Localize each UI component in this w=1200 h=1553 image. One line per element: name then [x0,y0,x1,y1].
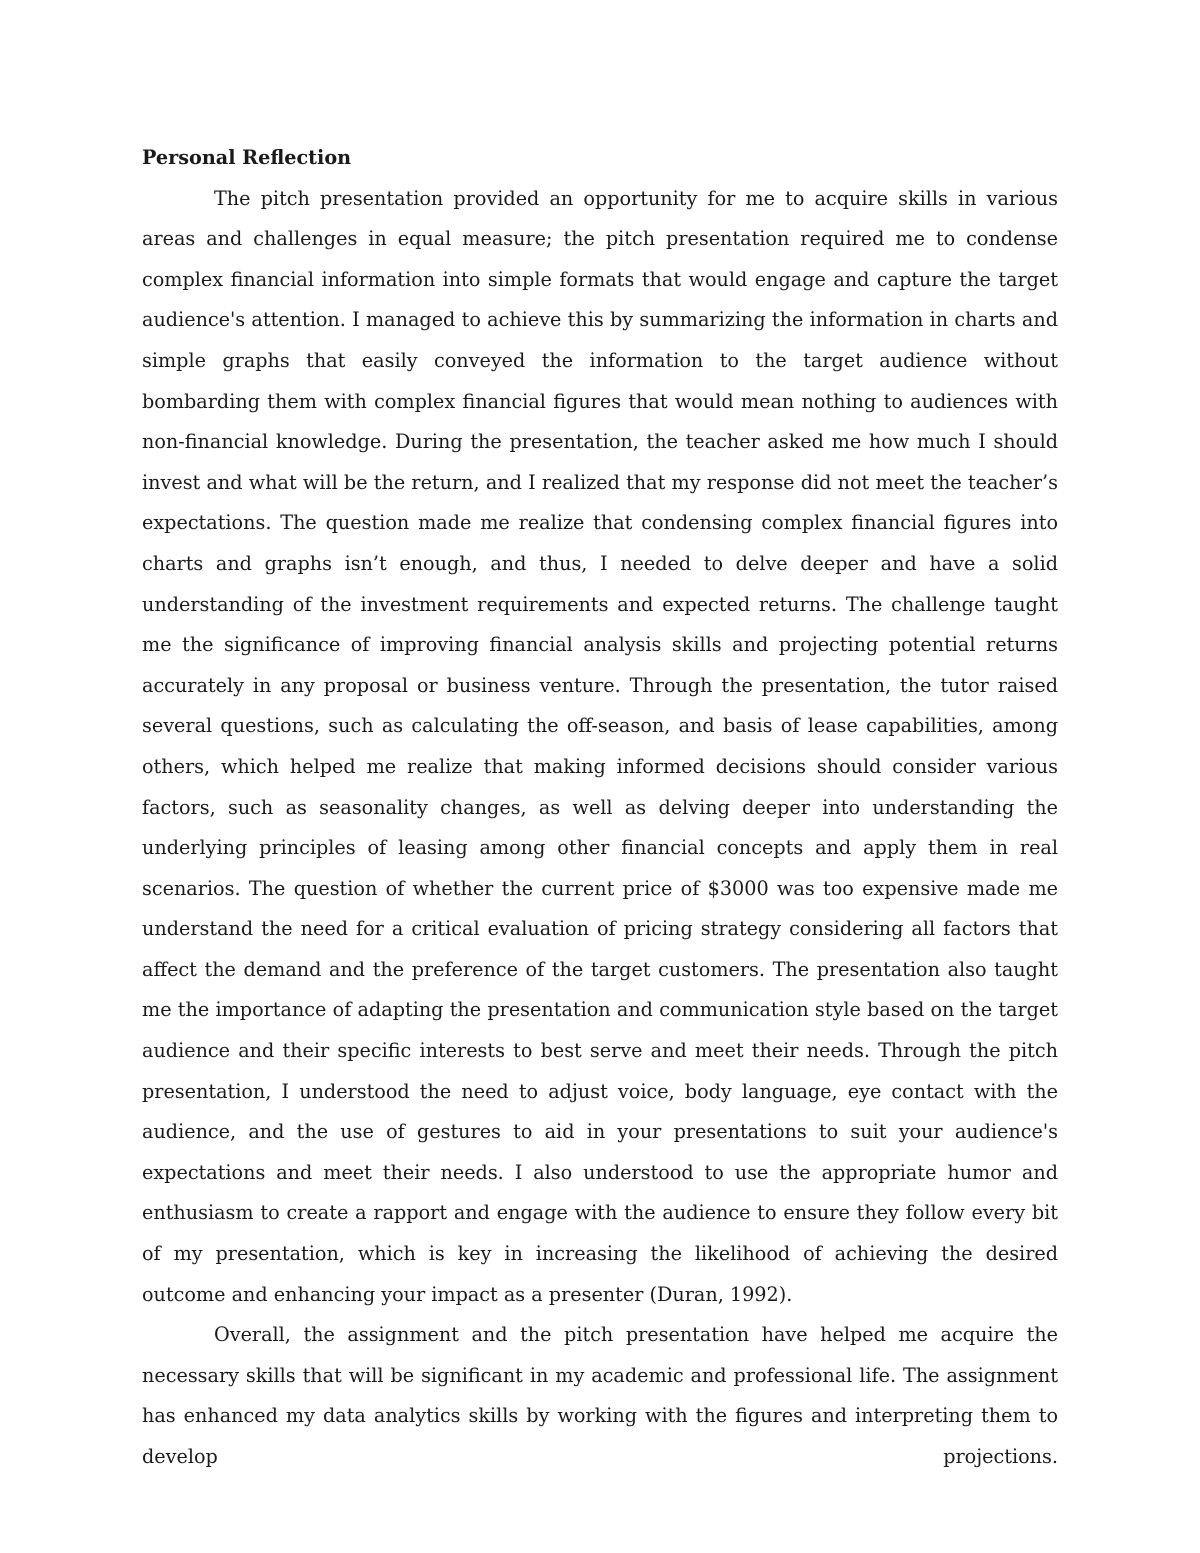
reflection-paragraph-1: The pitch presentation provided an opportunity for me to acquire skills in various areas and challenges in equal measure; the pitch presentation required me to condense complex financial information into simple formats that would engage and capture the target audience's attention. I managed to achieve this by summarizing the information in charts and simple graphs that easily conveyed the information to the target audience without bombarding them with complex financial figures that would mean nothing to audiences with non-financial knowledge. During the presentation, the teacher asked me how much I should invest and what will be the return, and I realized that my response did not meet the teacher’s expectations. The question made me realize that condensing complex financial figures into charts and graphs isn’t enough, and thus, I needed to delve deeper and have a solid understanding of the investment requirements and expected returns. The challenge taught me the significance of improving financial analysis skills and projecting potential returns accurately in any proposal or business venture. Through the presentation, the tutor raised several questions, such as calculating the off-season, and basis of lease capabilities, among others, which helped me realize that making informed decisions should consider various factors, such as seasonality changes, as well as delving deeper into understanding the underlying principles of leasing among other financial concepts and apply them in real scenarios. The question of whether the current price of $3000 was too expensive made me understand the need for a critical evaluation of pricing strategy considering all factors that affect the demand and the preference of the target customers. The presentation also taught me the importance of adapting the presentation and communication style based on the target audience and their specific interests to best serve and meet their needs. Through the pitch presentation, I understood the need to adjust voice, body language, eye contact with the audience, and the use of gestures to aid in your presentations to suit your audience's expectations and meet their needs. I also understood to use the appropriate humor and enthusiasm to create a rapport and engage with the audience to ensure they follow every bit of my presentation, which is key in increasing the likelihood of achieving the desired outcome and enhancing your impact as a presenter (Duran, 1992). [142,186,1058,1306]
reflection-paragraph-2: Overall, the assignment and the pitch presentation have helped me acquire the necessary skills that will be significant in my academic and professional life. The assignment has enhanced my data analytics skills by working with the figures and interpreting them to develop projections. [142,1323,1058,1468]
section-heading: Personal Reflection [142,146,352,169]
document-body [142,138,1058,1478]
